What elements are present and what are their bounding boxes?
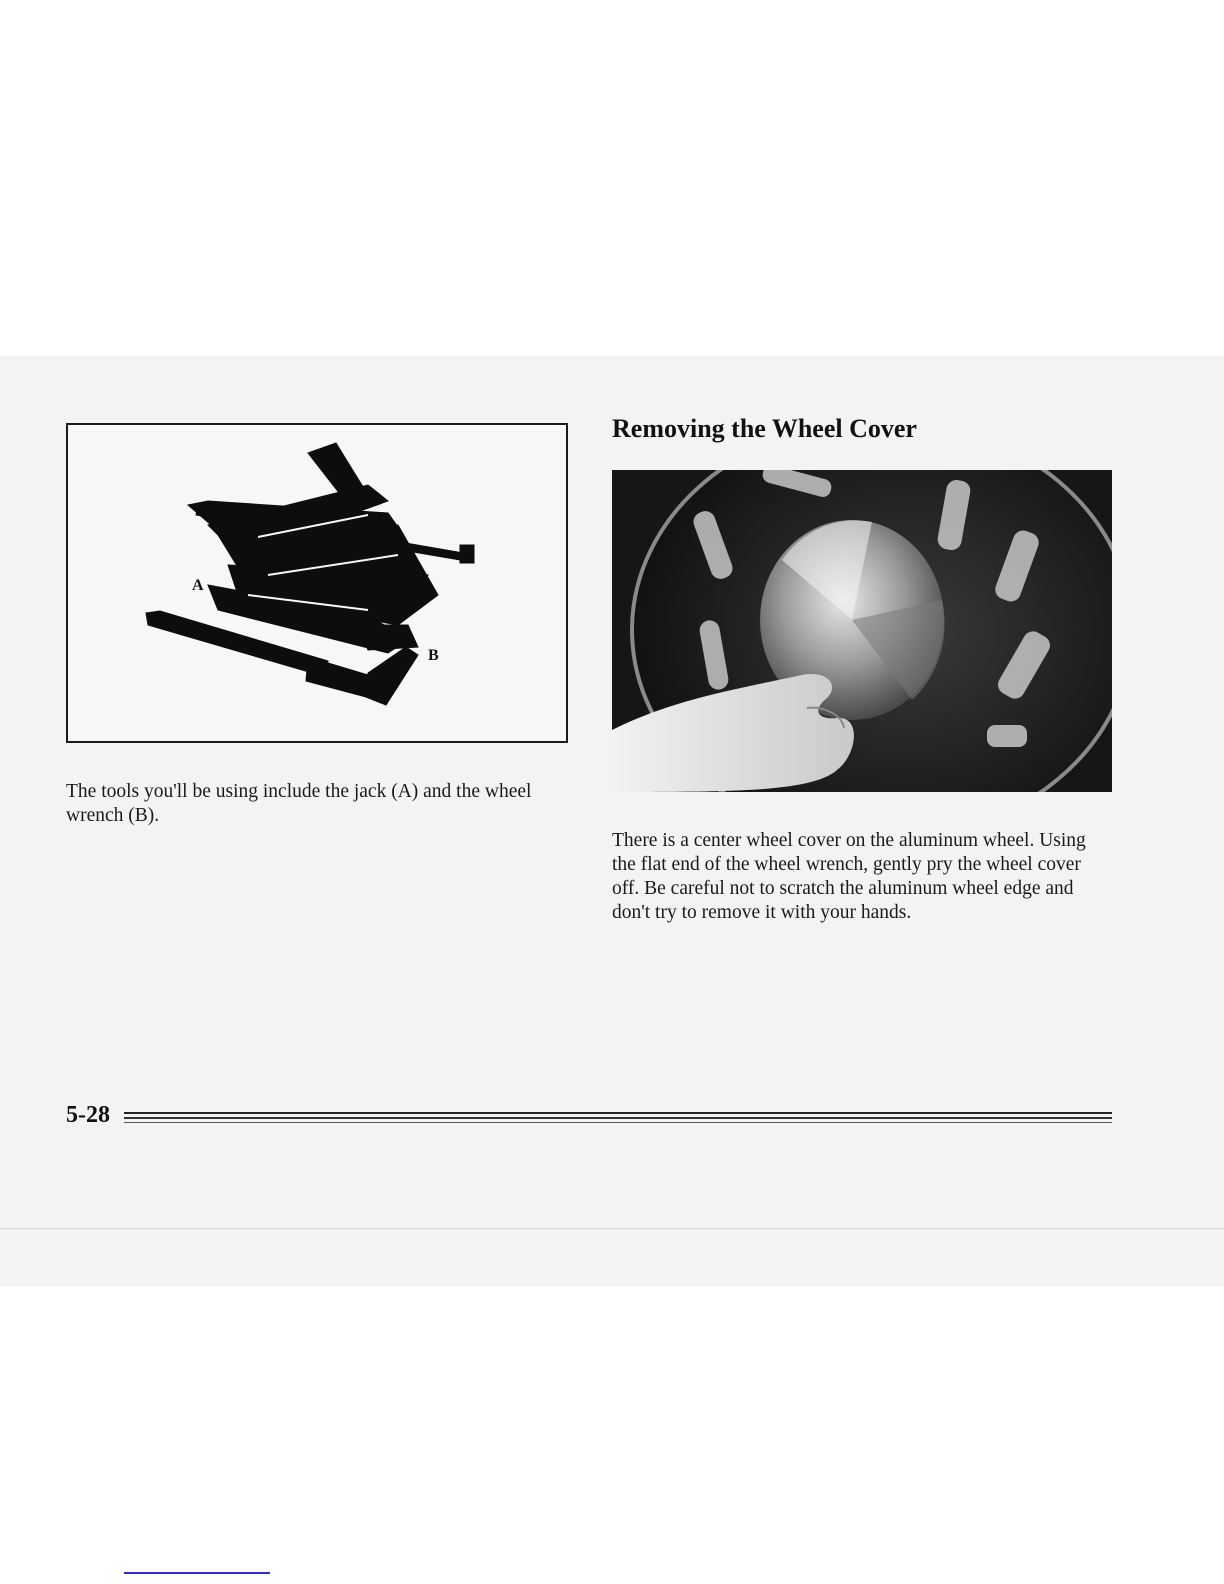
wrench-bend [366, 647, 418, 705]
jack-wrench-drawing [68, 425, 566, 741]
page-number: 5-28 [66, 1102, 110, 1128]
tools-caption: The tools you'll be using include the jack (A) and the wheel wrench (B). [66, 781, 532, 826]
wheel-cover-instructions: There is a center wheel cover on the aluminum wheel. Using the flat end of the wheel wrench, gently pry the wheel cover off. Be careful not to scratch the aluminum wheel edge and don't try to remove it with your hands. [612, 830, 1086, 923]
footer-rule [124, 1112, 1112, 1122]
bottom-link-underline [124, 1572, 270, 1574]
section-heading: Removing the Wheel Cover [612, 414, 917, 443]
scan-edge-line [0, 1228, 1224, 1229]
callout-b-label: B [428, 647, 439, 664]
wheel-cover-drawing [612, 470, 1112, 792]
wheel-cover-photo [612, 470, 1112, 792]
jack-and-wrench-illustration [66, 423, 568, 743]
wrench-socket [306, 657, 368, 697]
jack-foot [358, 625, 418, 650]
callout-a-label: A [192, 577, 204, 594]
wheel-slot [987, 725, 1027, 747]
jack-screw-end [460, 545, 474, 563]
